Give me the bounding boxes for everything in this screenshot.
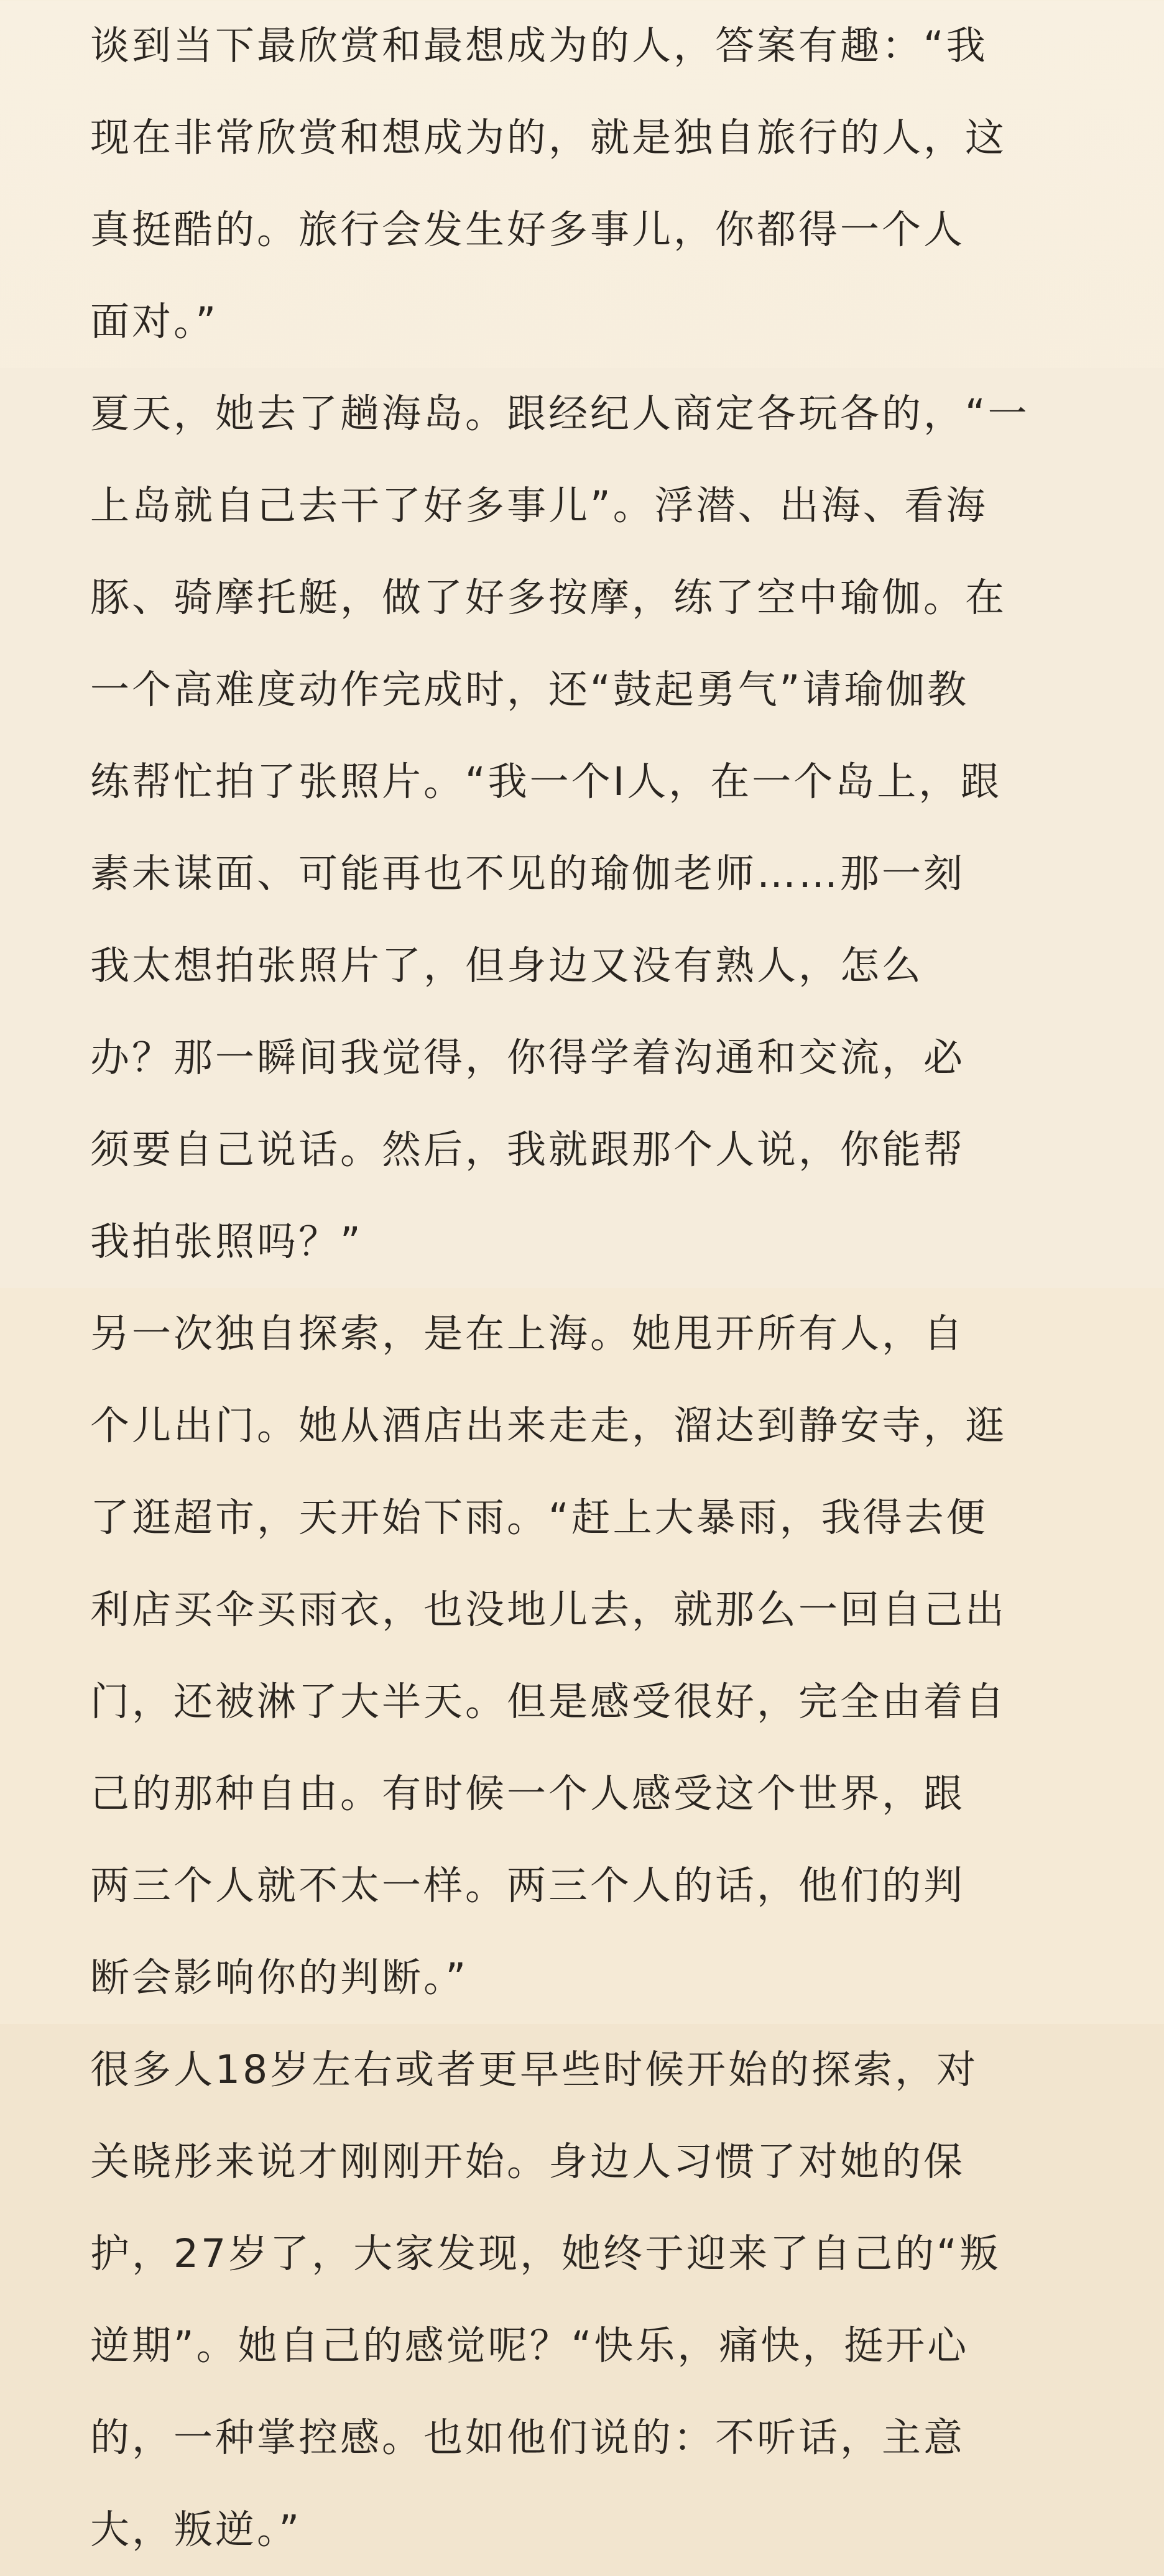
text-line: 个儿出门。她从酒店出来走走，溜达到静安寺，逛 xyxy=(90,1403,1007,1448)
paragraph-1 xyxy=(0,0,1164,368)
text-line: 我太想拍张照片了，但身边又没有熟人，怎么 xyxy=(90,943,923,988)
text-line: 大，叛逆。” xyxy=(90,2507,302,2552)
text-line: 须要自己说话。然后，我就跟那个人说，你能帮 xyxy=(90,1127,965,1172)
paragraph-2 xyxy=(0,368,1164,1288)
text-line: 逆期”。她自己的感觉呢？“快乐，痛快，挺开心 xyxy=(90,2323,969,2368)
paragraph-4 xyxy=(0,2024,1164,2576)
text-line: 护，27岁了，大家发现，她终于迎来了自己的“叛 xyxy=(90,2231,1001,2276)
text-line: 两三个人就不太一样。两三个人的话，他们的判 xyxy=(90,1863,965,1908)
text-line: 的，一种掌控感。也如他们说的：不听话，主意 xyxy=(90,2415,965,2460)
text-line: 办？那一瞬间我觉得，你得学着沟通和交流，必 xyxy=(90,1035,965,1080)
text-line: 门，还被淋了大半天。但是感受很好，完全由着自 xyxy=(90,1679,1007,1724)
text-line: 己的那种自由。有时候一个人感受这个世界，跟 xyxy=(90,1771,965,1816)
paragraph-3 xyxy=(0,1288,1164,2024)
text-line: 很多人18岁左右或者更早些时候开始的探索，对 xyxy=(90,2047,979,2092)
text-line: 断会影响你的判断。” xyxy=(90,1955,469,2000)
text-line: 一个高难度动作完成时，还“鼓起勇气”请瑜伽教 xyxy=(90,667,969,712)
text-line: 豚、骑摩托艇，做了好多按摩，练了空中瑜伽。在 xyxy=(90,575,1007,620)
text-line: 利店买伞买雨衣，也没地儿去，就那么一回自己出 xyxy=(90,1587,1007,1632)
text-line: 素未谋面、可能再也不见的瑜伽老师……那一刻 xyxy=(90,851,965,896)
text-line: 关晓彤来说才刚刚开始。身边人习惯了对她的保 xyxy=(90,2139,965,2184)
text-line: 真挺酷的。旅行会发生好多事儿，你都得一个人 xyxy=(90,207,965,252)
text-line: 夏天，她去了趟海岛。跟经纪人商定各玩各的，“一 xyxy=(90,391,1030,436)
text-line: 练帮忙拍了张照片。“我一个I人，在一个岛上，跟 xyxy=(90,759,1002,804)
text-line: 现在非常欣赏和想成为的，就是独自旅行的人，这 xyxy=(90,115,1007,160)
text-line: 谈到当下最欣赏和最想成为的人，答案有趣：“我 xyxy=(90,23,988,68)
text-line: 面对。” xyxy=(90,299,219,344)
text-line: 了逛超市，天开始下雨。“赶上大暴雨，我得去便 xyxy=(90,1495,988,1540)
text-line: 另一次独自探索，是在上海。她甩开所有人，自 xyxy=(90,1311,965,1356)
text-line: 上岛就自己去干了好多事儿”。浮潜、出海、看海 xyxy=(90,483,988,528)
text-line: 我拍张照吗？” xyxy=(90,1219,363,1264)
